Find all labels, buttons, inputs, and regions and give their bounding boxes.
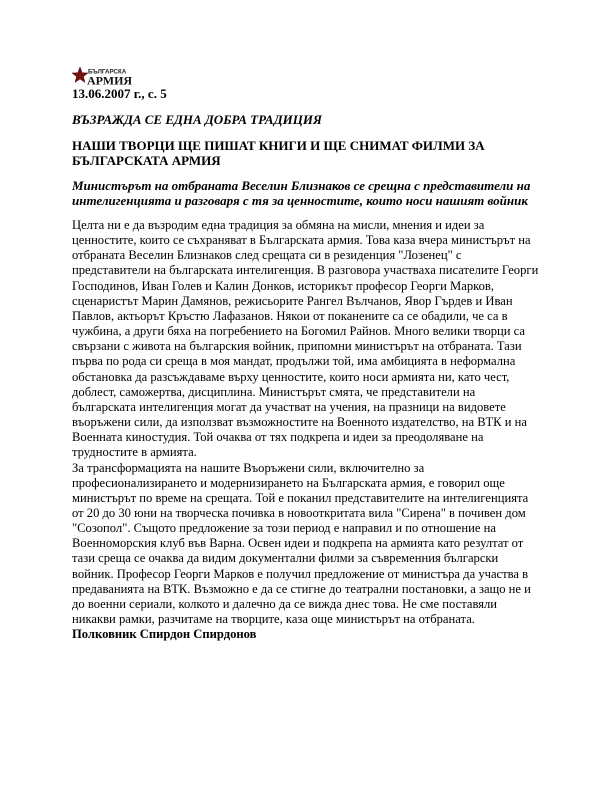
logo-line2: АРМИЯ xyxy=(87,73,133,86)
article-body xyxy=(72,218,540,642)
paragraph-2: За трансформацията на нашите Въоръжени сили, включително за професионализирането и модернизирането на Българската армия, е говорил още министърът по време на срещата. Той е поканил представителите на интелигенцията от 20 до 30 юни на творческа почивка в новооткритата вила "Сирена" в почивен дом "Созопол". Същото предложение за този период е направил и по отношение на Военноморския клуб във Варна. Освен идеи и подкрепа на армията като резултат от тази среща се очаква да видим документални филми за съвременния български войник. Професор Георги Марков е получил предложение от министъра да участва в предаванията на ВТК. Възможно е да се стигне до театрални постановки, а защо не и до военни сериали, колкото и далечно да се вижда днес това. Не сме поставяли никакви рамки, разчитаме на творците, каза още министърът на отбраната. xyxy=(72,460,531,627)
logo-line1: БЪЛГАРСКА xyxy=(88,68,127,76)
star-logo-icon xyxy=(72,66,138,86)
paragraph-1: Целта ни е да възродим една традиция за обмяна на мисли, мнения и идеи за ценностите, които се съхраняват в Българската армия. Това каза вчера министърът на отбраната Веселин Близнаков след срещата си в резиденция "Лозенец" с представители на българската интелигенция. В разговора участваха писателите Георги Господинов, Иван Голев и Калин Донков, историкът професор Георги Марков, сценаристът Марин Дамянов, режисьорите Рангел Вълчанов, Явор Гърдев и Иван Павлов, актьорът Кръстю Лафазанов. Някои от поканените са се обадили, че са в чужбина, а други бяха на погребението на Богомил Райнов. Много велики творци са свързани с живота на българския войник, припомни министърът на отбраната. Тази първа по рода си среща в моя мандат, продължи той, има амбицията в неформална обстановка да разсъждаваме върху ценностите, които носи армията ни, като чест, доблест, саможертва, дисциплина. Министърът смята, че представители на българската интелигенция могат да участват на учения, на празници на видовете въоръжени сили, да използват възможностите на Военното издателство, на ВТК и на Военната киностудия. Той очаква от тях подкрепа и идеи за преодоляване на трудностите в армията. xyxy=(72,218,539,460)
article-title: НАШИ ТВОРЦИ ЩЕ ПИШАТ КНИГИ И ЩЕ СНИМАТ ФИЛМИ ЗА БЪЛГАРСКАТА АРМИЯ xyxy=(72,138,485,168)
newspaper-logo xyxy=(72,66,138,86)
article-lead: Министърът на отбраната Веселин Близнаков се срещна с представители на интелигенцията и разговаря с тя за ценностите, които носи нашият войник xyxy=(72,178,531,208)
article-author: Полковник Спирдон Спирдонов xyxy=(72,627,257,642)
article-rubric: ВЪЗРАЖДА СЕ ЕДНА ДОБРА ТРАДИЦИЯ xyxy=(72,112,322,127)
publication-date: 13.06.2007 г., с. 5 xyxy=(72,86,167,101)
